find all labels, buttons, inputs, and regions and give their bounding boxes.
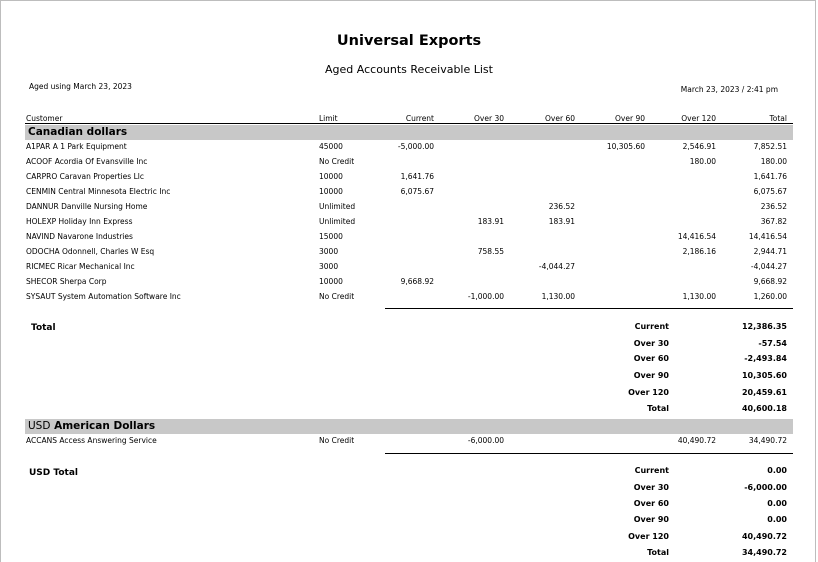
total-value: -57.54 <box>758 339 787 348</box>
customer-cell <box>26 217 132 226</box>
customer-code: CARPRO <box>26 172 58 181</box>
customer-name: System Automation Software Inc <box>57 292 181 301</box>
total-value: 0.00 <box>767 466 787 475</box>
total-cell: 180.00 <box>760 157 787 166</box>
total-value: 0.00 <box>767 499 787 508</box>
currency-code: USD <box>28 420 51 432</box>
col-header-current: Current <box>405 114 434 123</box>
over30-cell: -1,000.00 <box>467 292 504 301</box>
total-cell: 236.52 <box>760 202 787 211</box>
total-label: Total <box>647 404 669 413</box>
total-cell: 1,641.76 <box>753 172 787 181</box>
over60-cell: 236.52 <box>548 202 575 211</box>
header-rule <box>25 123 793 124</box>
total-cell: 14,416.54 <box>748 232 787 241</box>
customer-code: A1PAR <box>26 142 51 151</box>
customer-cell <box>26 262 135 271</box>
customer-name: Acordia Of Evansville Inc <box>54 157 148 166</box>
customer-cell <box>26 436 157 445</box>
limit-cell: No Credit <box>319 157 355 166</box>
section-total-label: USD Total <box>29 468 78 478</box>
over60-cell: -4,044.27 <box>538 262 575 271</box>
over30-cell: 183.91 <box>477 217 504 226</box>
over60-cell: 1,130.00 <box>541 292 575 301</box>
table-row <box>0 262 818 277</box>
table-row <box>0 142 818 157</box>
customer-code: HOLEXP <box>26 217 57 226</box>
over90-cell: 10,305.60 <box>606 142 645 151</box>
total-value: 40,490.72 <box>741 532 787 541</box>
col-header-over30: Over 30 <box>474 114 504 123</box>
customer-cell <box>26 202 147 211</box>
customer-name: Access Answering Service <box>59 436 157 445</box>
customer-code: SHECOR <box>26 277 58 286</box>
customer-cell <box>26 292 181 301</box>
limit-cell: 3000 <box>319 262 339 271</box>
total-cell: 2,944.71 <box>753 247 787 256</box>
customer-name: Navarone Industries <box>57 232 133 241</box>
limit-cell: 10000 <box>319 277 343 286</box>
total-cell: 9,668.92 <box>753 277 787 286</box>
over30-cell: -6,000.00 <box>467 436 504 445</box>
col-header-limit: Limit <box>319 114 338 123</box>
total-value: -2,493.84 <box>744 354 787 363</box>
total-value: 0.00 <box>767 515 787 524</box>
over120-cell: 1,130.00 <box>682 292 716 301</box>
total-cell: 7,852.51 <box>753 142 787 151</box>
total-value: 12,386.35 <box>741 322 787 331</box>
limit-cell: 45000 <box>319 142 343 151</box>
limit-cell: 15000 <box>319 232 343 241</box>
over120-cell: 180.00 <box>689 157 716 166</box>
total-cell: 367.82 <box>760 217 787 226</box>
limit-cell: Unlimited <box>319 217 356 226</box>
customer-name: Ricar Mechanical Inc <box>57 262 135 271</box>
customer-code: RICMEC <box>26 262 56 271</box>
customer-name: Holiday Inn Express <box>58 217 133 226</box>
total-cell: 6,075.67 <box>753 187 787 196</box>
table-row <box>0 277 818 292</box>
total-label: Over 120 <box>628 532 669 541</box>
customer-cell <box>26 277 107 286</box>
currency-band-cad <box>25 125 793 140</box>
over120-cell: 14,416.54 <box>677 232 716 241</box>
total-label: Total <box>647 548 669 557</box>
total-label: Over 120 <box>628 388 669 397</box>
limit-cell: 3000 <box>319 247 339 256</box>
table-row <box>0 436 818 451</box>
col-header-customer: Customer <box>26 114 63 123</box>
report-title: Aged Accounts Receivable List <box>325 63 493 76</box>
currency-label-wrap <box>28 420 155 432</box>
current-cell: 1,641.76 <box>400 172 434 181</box>
subtotal-rule <box>385 453 793 454</box>
customer-code: DANNUR <box>26 202 59 211</box>
currency-name: American Dollars <box>54 420 156 432</box>
limit-cell: 10000 <box>319 172 343 181</box>
total-value: 40,600.18 <box>741 404 787 413</box>
limit-cell: No Credit <box>319 292 355 301</box>
col-header-over90: Over 90 <box>615 114 645 123</box>
currency-name: Canadian dollars <box>28 126 128 138</box>
customer-code: NAVIND <box>26 232 55 241</box>
customer-code: ACOOF <box>26 157 53 166</box>
total-label: Current <box>634 322 669 331</box>
customer-code: SYSAUT <box>26 292 56 301</box>
total-cell: 34,490.72 <box>748 436 787 445</box>
customer-cell <box>26 142 127 151</box>
customer-cell <box>26 187 170 196</box>
total-value: 10,305.60 <box>741 371 787 380</box>
customer-cell <box>26 247 154 256</box>
limit-cell: No Credit <box>319 436 355 445</box>
table-row <box>0 157 818 172</box>
customer-cell <box>26 232 133 241</box>
customer-name: Odonnell, Charles W Esq <box>61 247 155 256</box>
table-row <box>0 217 818 232</box>
current-cell: 9,668.92 <box>400 277 434 286</box>
print-timestamp: March 23, 2023 / 2:41 pm <box>680 85 778 94</box>
subtotal-rule <box>385 308 793 309</box>
col-header-over120: Over 120 <box>681 114 716 123</box>
customer-cell <box>26 172 144 181</box>
currency-band-usd <box>25 419 793 434</box>
customer-cell <box>26 157 147 166</box>
limit-cell: Unlimited <box>319 202 356 211</box>
customer-name: Central Minnesota Electric Inc <box>58 187 171 196</box>
col-header-total: Total <box>769 114 787 123</box>
total-label: Over 60 <box>633 499 669 508</box>
table-row <box>0 232 818 247</box>
total-value: 34,490.72 <box>741 548 787 557</box>
over120-cell: 2,546.91 <box>682 142 716 151</box>
total-value: 20,459.61 <box>741 388 787 397</box>
aged-using-date: Aged using March 23, 2023 <box>29 82 132 91</box>
over30-cell: 758.55 <box>477 247 504 256</box>
table-row <box>0 247 818 262</box>
total-value: -6,000.00 <box>744 483 787 492</box>
current-cell: -5,000.00 <box>397 142 434 151</box>
customer-name: Sherpa Corp <box>59 277 107 286</box>
company-name: Universal Exports <box>336 33 482 49</box>
customer-code: CENMIN <box>26 187 56 196</box>
total-label: Current <box>634 466 669 475</box>
customer-name: A 1 Park Equipment <box>52 142 127 151</box>
over60-cell: 183.91 <box>548 217 575 226</box>
table-row <box>0 172 818 187</box>
current-cell: 6,075.67 <box>400 187 434 196</box>
customer-code: ODOCHA <box>26 247 60 256</box>
total-label: Over 30 <box>633 483 669 492</box>
table-row <box>0 187 818 202</box>
total-label: Over 60 <box>633 354 669 363</box>
total-label: Over 30 <box>633 339 669 348</box>
customer-code: ACCANS <box>26 436 57 445</box>
col-header-over60: Over 60 <box>545 114 575 123</box>
customer-name: Caravan Properties Llc <box>59 172 144 181</box>
section-total-label: Total <box>31 323 56 333</box>
total-cell: -4,044.27 <box>750 262 787 271</box>
over120-cell: 2,186.16 <box>682 247 716 256</box>
total-cell: 1,260.00 <box>753 292 787 301</box>
table-row <box>0 202 818 217</box>
table-row <box>0 292 818 307</box>
total-label: Over 90 <box>633 515 669 524</box>
customer-name: Danville Nursing Home <box>61 202 148 211</box>
limit-cell: 10000 <box>319 187 343 196</box>
total-label: Over 90 <box>633 371 669 380</box>
over120-cell: 40,490.72 <box>677 436 716 445</box>
